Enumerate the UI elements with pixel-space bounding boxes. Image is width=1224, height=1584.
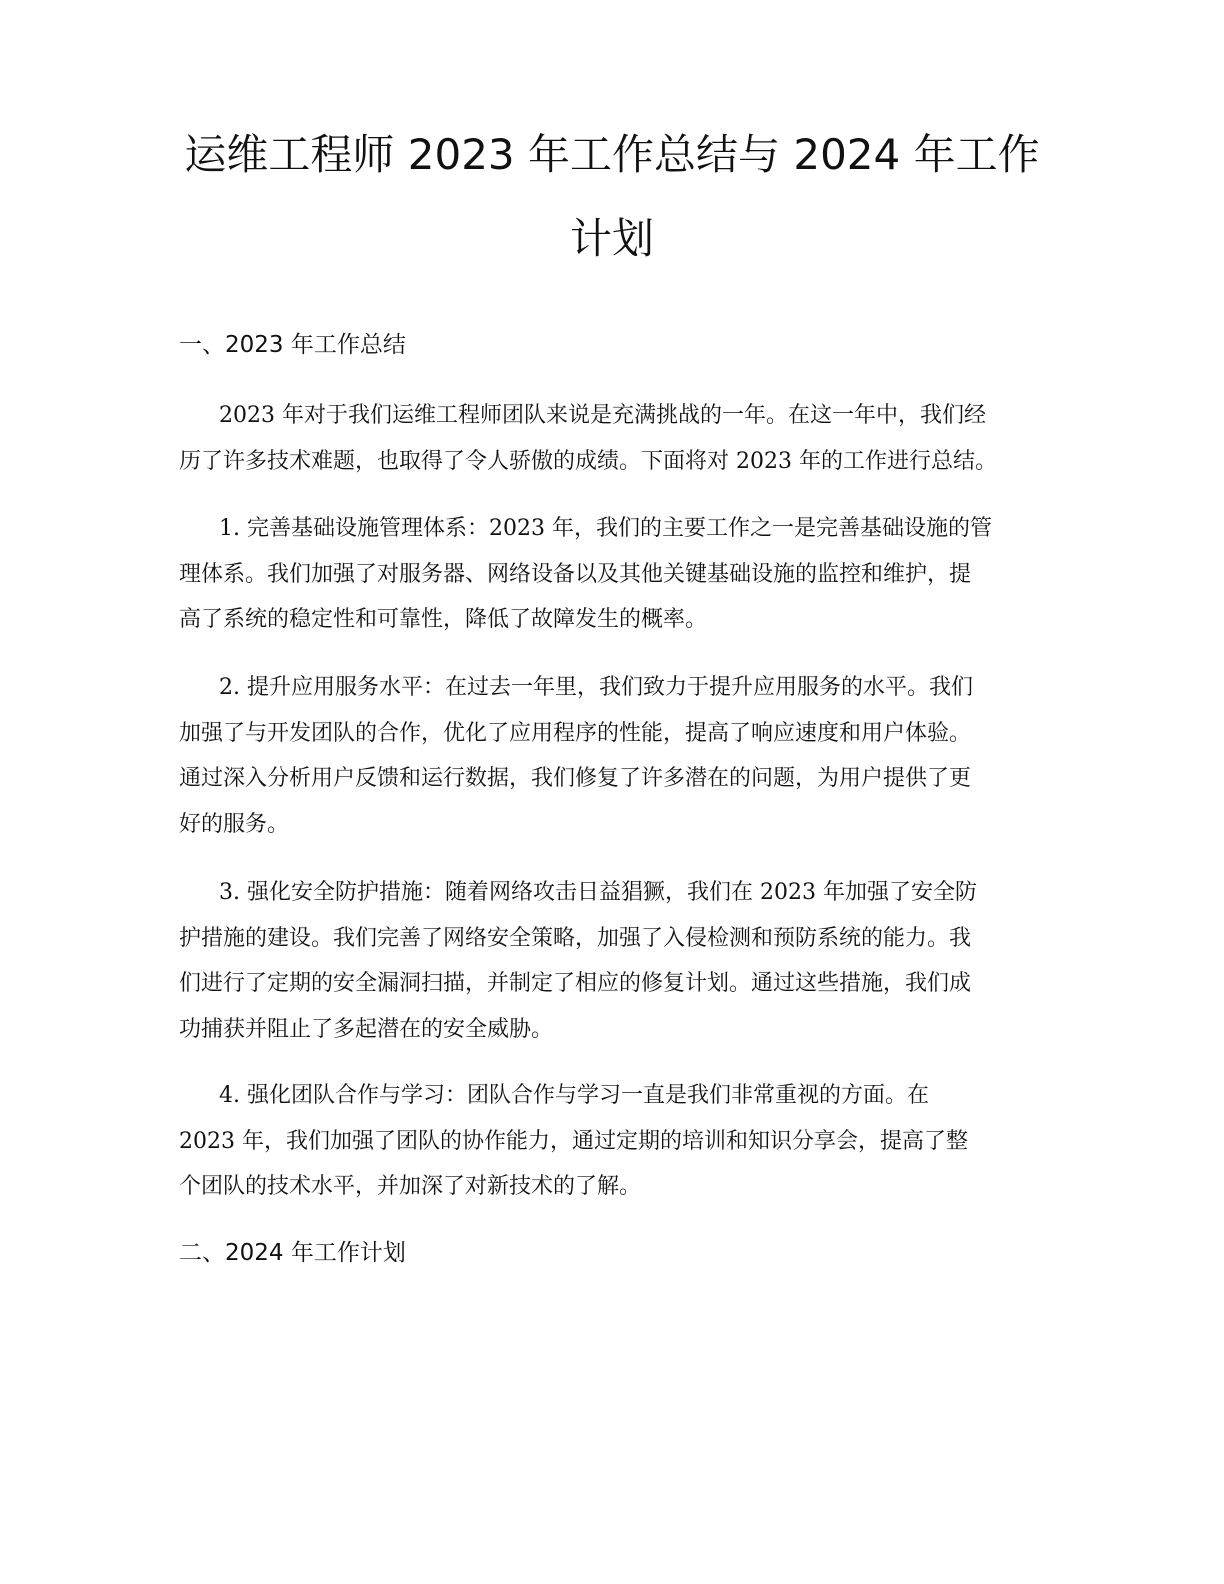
paragraph-line: 好的服务。: [179, 811, 290, 837]
section-heading-summary: 一、2023 年工作总结: [179, 332, 406, 358]
paragraph-line: 2. 提升应用服务水平：在过去一年里，我们致力于提升应用服务的水平。我们: [219, 675, 973, 700]
summary-item-3: [179, 870, 1059, 1052]
summary-item-2: [179, 665, 1059, 847]
paragraph-line: 个团队的技术水平，并加深了对新技术的了解。: [179, 1174, 642, 1200]
paragraph-line: 功捕获并阻止了多起潜在的安全威胁。: [179, 1016, 554, 1042]
summary-item-1: [179, 506, 1059, 643]
paragraph-line: 3. 强化安全防护措施：随着网络攻击日益猖獗，我们在 2023 年加强了安全防: [219, 880, 977, 905]
paragraph-line: 加强了与开发团队的合作，优化了应用程序的性能，提高了响应速度和用户体验。: [179, 720, 972, 746]
document-title-line-1: 运维工程师 2023 年工作总结与 2024 年工作: [184, 130, 1040, 179]
paragraph-line: 理体系。我们加强了对服务器、网络设备以及其他关键基础设施的监控和维护，提: [179, 561, 972, 587]
section-heading-plan: 二、2024 年工作计划: [179, 1240, 406, 1266]
paragraph-line: 2023 年对于我们运维工程师团队来说是充满挑战的一年。在这一年中，我们经: [219, 403, 986, 428]
paragraph-line: 通过深入分析用户反馈和运行数据，我们修复了许多潜在的问题，为用户提供了更: [179, 766, 972, 792]
paragraph-line: 1. 完善基础设施管理体系：2023 年，我们的主要工作之一是完善基础设施的管: [219, 516, 992, 541]
paragraph-line: 历了许多技术难题，也取得了令人骄傲的成绩。下面将对 2023 年的工作进行总结。: [179, 448, 997, 474]
paragraph-line: 2023 年，我们加强了团队的协作能力，通过定期的培训和知识分享会，提高了整: [179, 1128, 968, 1154]
document-title-line-2: 计划: [569, 214, 654, 263]
paragraph-line: 们进行了定期的安全漏洞扫描，并制定了相应的修复计划。通过这些措施，我们成: [179, 971, 972, 997]
paragraph-line: 4. 强化团队合作与学习：团队合作与学习一直是我们非常重视的方面。在: [219, 1083, 929, 1108]
paragraph-line: 护措施的建设。我们完善了网络安全策略，加强了入侵检测和预防系统的能力。我: [179, 925, 972, 951]
intro-paragraph: [179, 393, 1059, 484]
paragraph-line: 高了系统的稳定性和可靠性，降低了故障发生的概率。: [179, 607, 708, 633]
summary-item-4: [179, 1073, 1059, 1210]
